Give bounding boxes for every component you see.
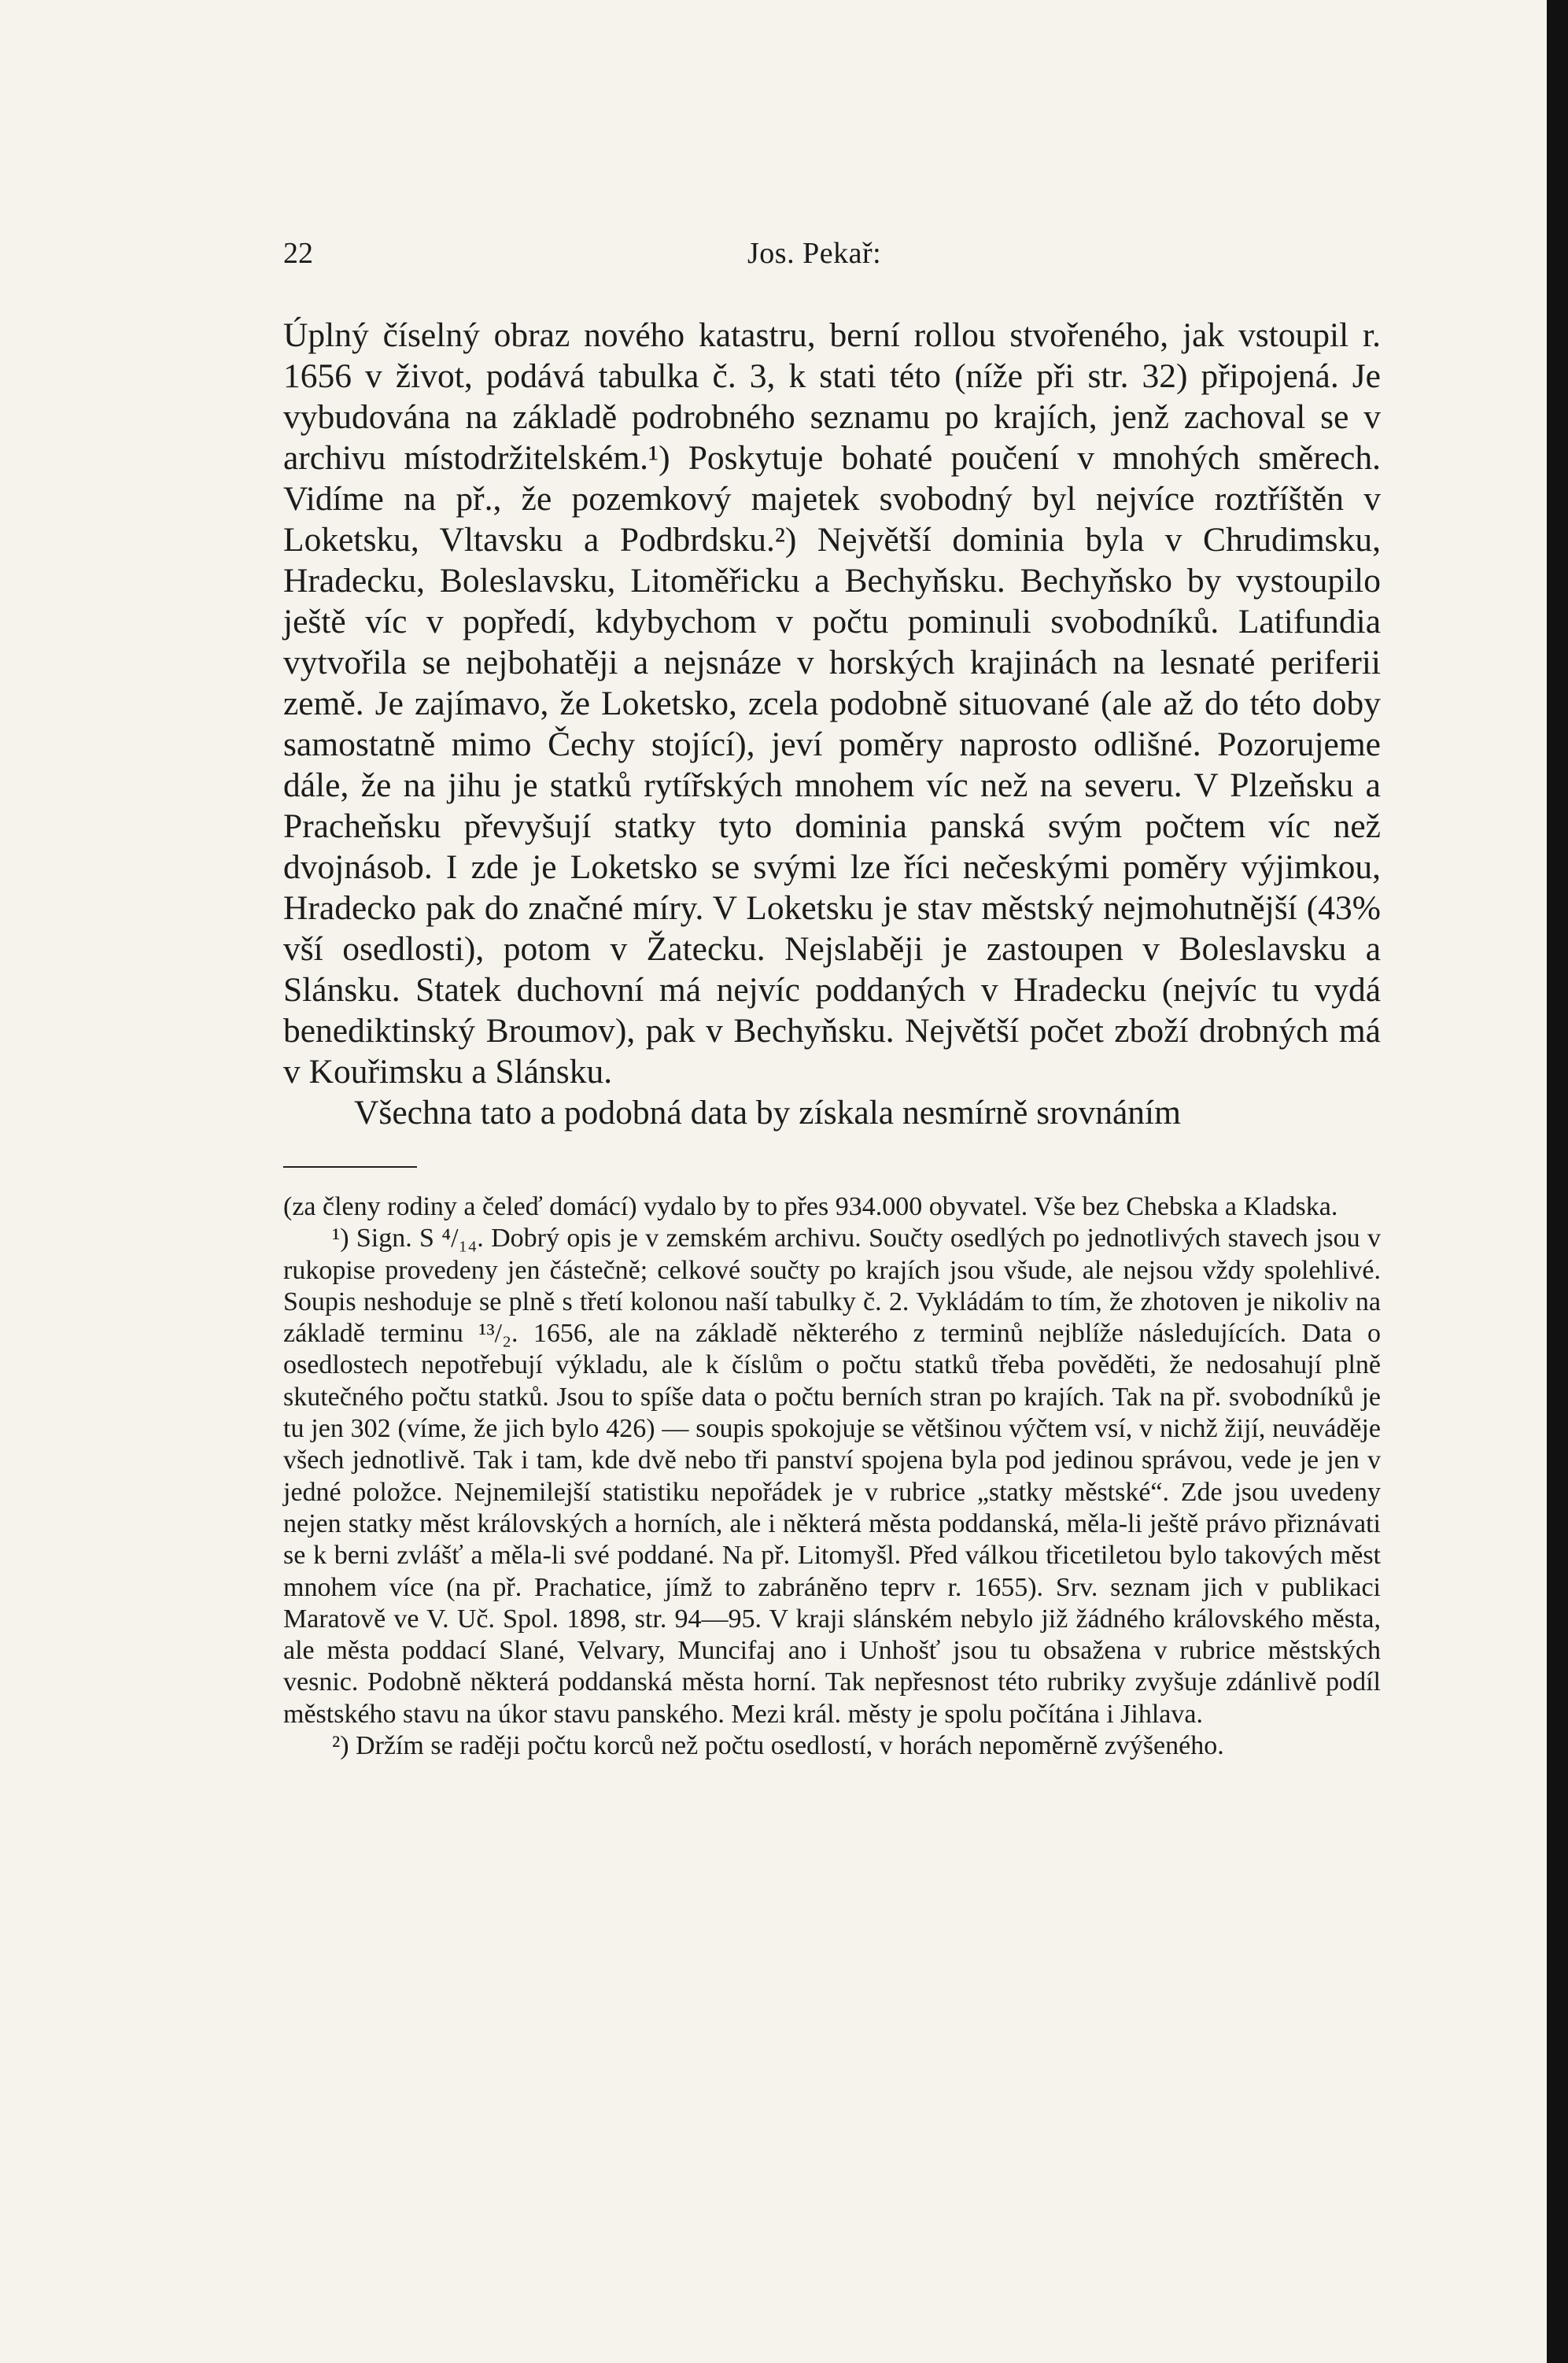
body-paragraph: Všechna tato a podobná data by získala nesmírně srovnáním xyxy=(354,1094,1181,1132)
page-number: 22 xyxy=(283,237,313,270)
footnote-2: ²) Držím se raději počtu korců než počtu osedlostí, v horách nepoměrně zvýšeného. xyxy=(332,1731,1224,1761)
main-text xyxy=(283,315,1381,1133)
running-title: Jos. Pekař: xyxy=(747,237,882,270)
footnotes xyxy=(283,1191,1381,1762)
scan-edge xyxy=(1547,0,1568,2363)
footnote-continuation: (za členy rodiny a čeleď domácí) vydalo by to přes 934.000 obyvatel. Vše bez Chebska a Kladska. xyxy=(283,1192,1338,1221)
footnote-1: ¹) Sign. S ⁴/₁₄. Dobrý opis je v zemském archivu. Součty osedlých po jednotlivých stavech jsou v rukopise provedeny jen částečně; celkové součty po krajích jsou všude, ale nejsou vždy spolehlivé. Soupis neshoduje se plně s třetí kolonou naší tabulky č. 2. Vykládám to tím, že zhotoven je nikoliv na základě terminu ¹³/₂. 1656, ale na základě některého z terminů nejblíže následujících. Data o osedlostech nepotřebují výkladu, ale k číslům o počtu statků třeba pověděti, že nedosahují plně skutečného počtu statků. Jsou to spíše data o počtu berních stran po krajích. Tak na př. svobodníků je tu jen 302 (víme, že jich bylo 426) — soupis spokojuje se většinou výčtem vsí, v nichž žijí, neuváděje všech jednotlivě. Tak i tam, kde dvě nebo tři panství spojena byla pod jedinou správou, vede je jen v jedné položce. Nejnemilejší statistiku nepořádek je v rubrice „statky městské“. Zde jsou uvedeny nejen statky měst královských a horních, ale i některá města poddanská, měla-li ještě právo přiznávati se k berni zvlášť a měla-li své poddané. Na př. Litomyšl. Před válkou třicetiletou bylo takových měst mnohem více (na př. Prachatice, jímž to zabráněno teprv r. 1655). Srv. seznam jich v publikaci Maratově ve V. Uč. Spol. 1898, str. 94—95. V kraji slánském nebylo již žádného královského města, ale města poddací Slané, Velvary, Muncifaj ano i Unhošť jsou tu obsažena v rubrice městských vesnic. Podobně některá poddanská města horní. Tak nepřesnost této rubriky zvyšuje zdánlivě podíl městského stavu na úkor stavu panského. Mezi král. městy je spolu počítána i Jihlava. xyxy=(283,1224,1381,1729)
text-column xyxy=(283,228,1381,1762)
running-head xyxy=(283,228,1381,275)
body-paragraph: Úplný číselný obraz nového katastru, berní rollou stvořeného, jak vstoupil r. 1656 v život, podává tabulka č. 3, k stati této (níže při str. 32) připojená. Je vybudována na základě podrobného seznamu po krajích, jenž zachoval se v archivu místodržitelském.¹) Poskytuje bohaté poučení v mnohých směrech. Vidíme na př., že pozemkový majetek svobodný byl nejvíce roztříštěn v Loketsku, Vltavsku a Podbrdsku.²) Největší dominia byla v Chrudimsku, Hradecku, Boleslavsku, Litoměřicku a Bechyňsku. Bechyňsko by vystoupilo ještě víc v popředí, kdybychom v počtu pominuli svobodníků. Latifundia vytvořila se nejbohatěji a nejsnáze v horských krajinách na lesnaté periferii země. Je zajímavo, že Loketsko, zcela podobně situované (ale až do této doby samostatně mimo Čechy stojící), jeví poměry naprosto odlišné. Pozorujeme dále, že na jihu je statků rytířských mnohem víc než na severu. V Plzeňsku a Pracheňsku převyšují statky tyto dominia panská svým počtem víc než dvojnásob. I zde je Loketsko se svými lze říci nečeskými poměry výjimkou, Hradecko pak do značné míry. V Loketsku je stav městský nejmohutnější (43% vší osedlosti), potom v Žatecku. Nejslaběji je zastoupen v Boleslavsku a Slánsku. Statek duchovní má nejvíc poddaných v Hradecku (nejvíc tu vydá benediktinský Broumov), pak v Bechyňsku. Největší počet zboží drobných má v Kouřimsku a Slánsku. xyxy=(283,316,1381,1091)
footnote-divider xyxy=(283,1166,417,1168)
